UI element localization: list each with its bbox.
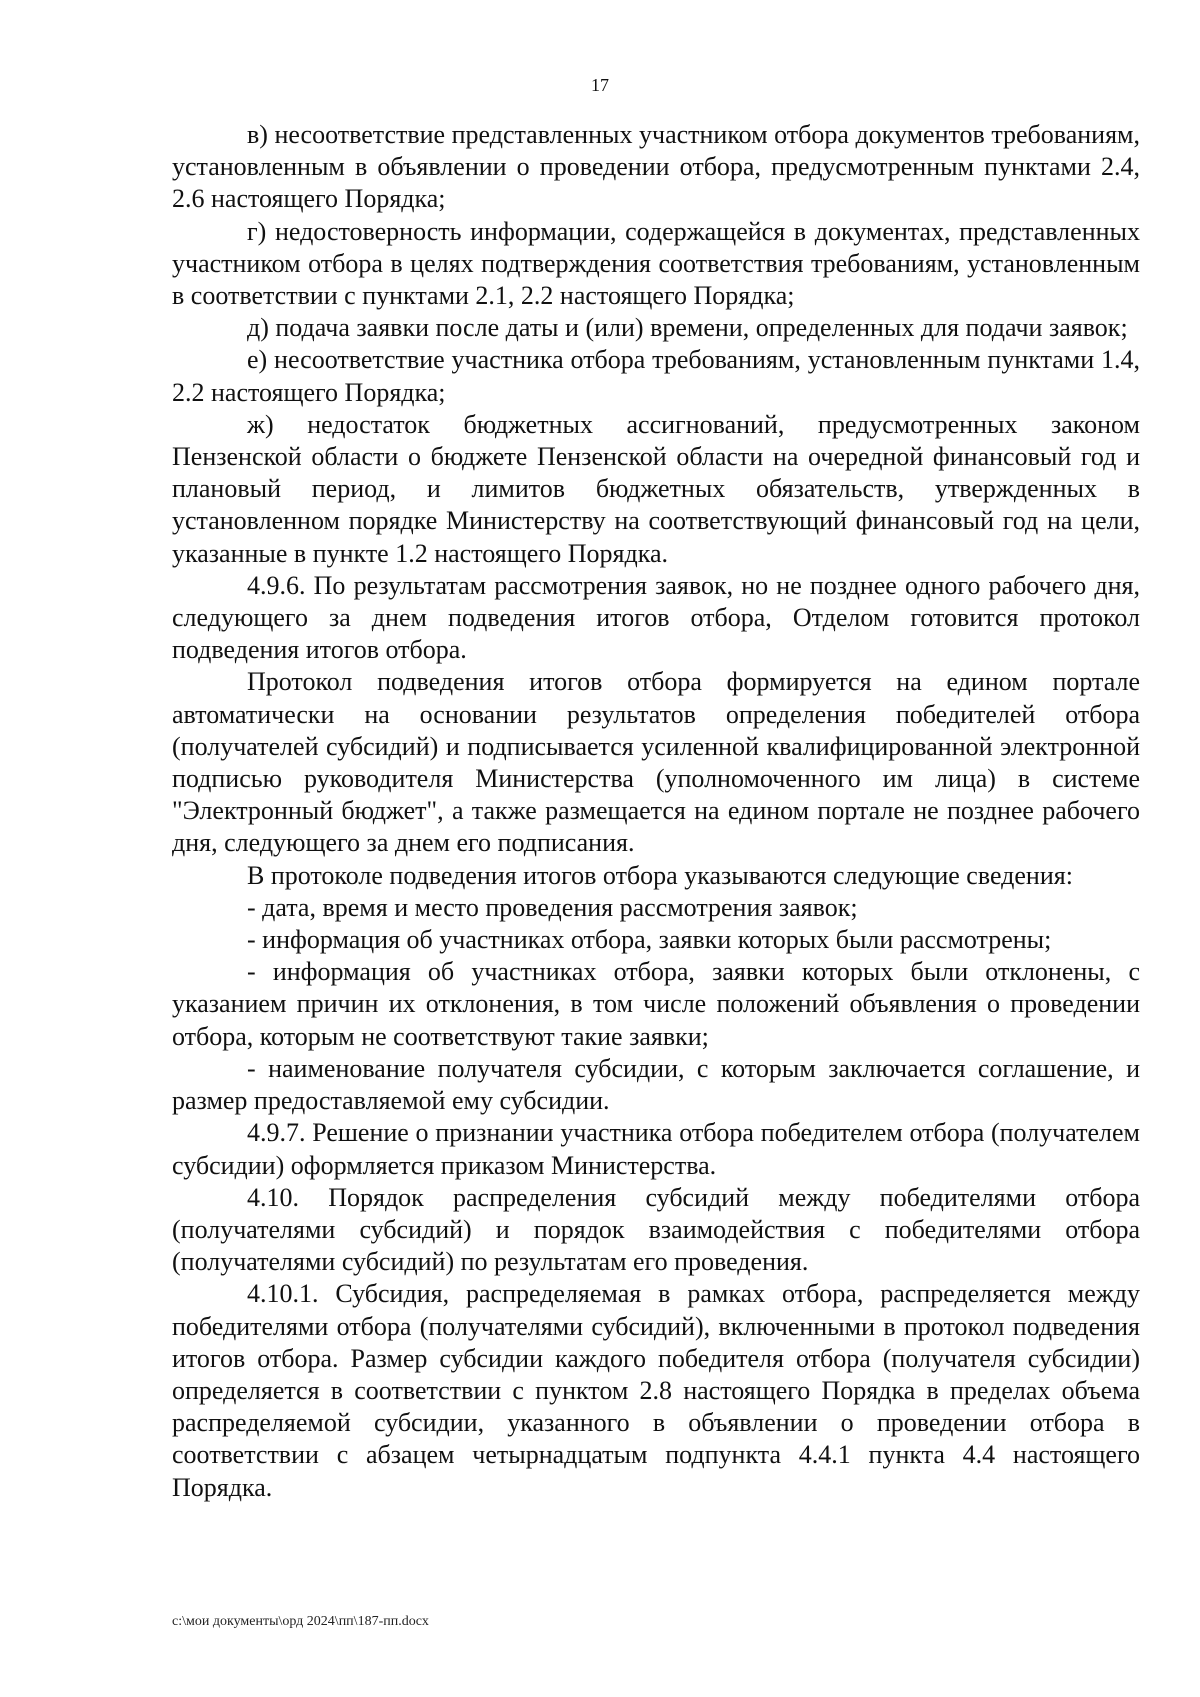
list-item-date-time-place: - дата, время и место проведения рассмотрения заявок; <box>247 892 858 922</box>
paragraph-item-v: в) несоответствие представленных участником отбора документов требованиям, установленным в объявлении о проведении отбора, предусмотренным пунктами 2.4, 2.6 настоящего Порядка; <box>172 120 1140 214</box>
page-number: 17 <box>591 75 609 95</box>
list-item-recipient-name: - наименование получателя субсидии, с которым заключается соглашение, и размер предоставляемой ему субсидии. <box>172 1053 1140 1116</box>
paragraph-4-10: 4.10. Порядок распределения субсидий между победителями отбора (получателями субсидий) и порядок взаимодействия с победителями отбора (получателями субсидий) по результатам его проведения. <box>172 1182 1140 1277</box>
paragraph-item-zh: ж) недостаток бюджетных ассигнований, предусмотренных законом Пензенской области о бюджете Пензенской области на очередной финансовый год и плановый период, и лимитов бюджетных обязательств, утвержденных в установленном порядке Министерству на соответствующий финансовый год на цели, указанные в пункте 1.2 настоящего Порядка. <box>172 409 1140 568</box>
paragraph-item-g: г) недостоверность информации, содержащейся в документах, представленных участником отбора в целях подтверждения соответствия требованиям, установленным в соответствии с пунктами 2.1, 2.2 настоящего Порядка; <box>172 216 1140 311</box>
paragraph-4-9-7: 4.9.7. Решение о признании участника отбора победителем отбора (получателем субсидии) оформляется приказом Министерства. <box>172 1118 1140 1180</box>
list-item-rejected-participants: - информация об участниках отбора, заявки которых были отклонены, с указанием причин их отклонения, в том числе положений объявления о проведении отбора, которым не соответствуют такие заявки; <box>172 957 1140 1051</box>
paragraph-4-9-6: 4.9.6. По результатам рассмотрения заявок, но не позднее одного рабочего дня, следующего за днем подведения итогов отбора, Отделом готовится протокол подведения итогов отбора. <box>172 570 1140 665</box>
list-item-considered-participants: - информация об участниках отбора, заявки которых были рассмотрены; <box>247 925 1052 955</box>
paragraph-item-e: е) несоответствие участника отбора требованиям, установленным пунктами 1.4, 2.2 настоящего Порядка; <box>172 345 1140 407</box>
footer-file-path: c:\мои документы\орд 2024\пп\187-пп.docx <box>172 1614 429 1629</box>
paragraph-item-d: д) подача заявки после даты и (или) времени, определенных для подачи заявок; <box>247 313 1128 343</box>
paragraph-4-10-1: 4.10.1. Субсидия, распределяемая в рамках отбора, распределяется между победителями отбора (получателями субсидий), включенными в протокол подведения итогов отбора. Размер субсидии каждого победителя отбора (получателя субсидии) определяется в соответствии с пунктом 2.8 настоящего Порядка в пределах объема распределяемой субсидии, указанного в объявлении о проведении отбора в соответствии с абзацем четырнадцатым подпункта 4.4.1 пункта 4.4 настоящего Порядка. <box>172 1279 1140 1502</box>
document-body <box>172 119 1140 1504</box>
paragraph-protocol-formation: Протокол подведения итогов отбора формируется на едином портале автоматически на основании результатов определения победителей отбора (получателей субсидий) и подписывается усиленной квалифицированной электронной подписью руководителя Министерства (уполномоченного им лица) в системе "Электронный бюджет", а также размещается на едином портале не позднее рабочего дня, следующего за днем его подписания. <box>172 667 1140 858</box>
paragraph-protocol-contents: В протоколе подведения итогов отбора указываются следующие сведения: <box>247 860 1073 890</box>
